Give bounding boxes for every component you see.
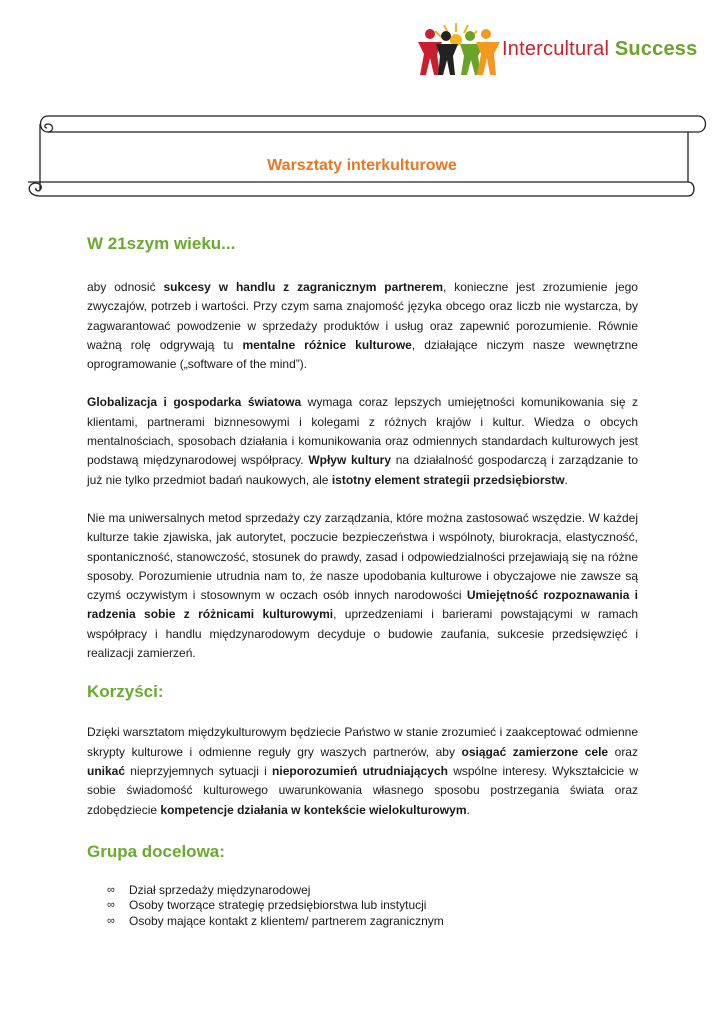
list-item: ∞ Dział sprzedaży międzynarodowej: [107, 882, 311, 897]
body-text: nieprzyjemnych sytuacji i: [125, 763, 273, 778]
section-heading-target-group: Grupa docelowa:: [87, 841, 225, 861]
emphasized-text: sukcesy w handlu z zagranicznym partnerem: [163, 280, 443, 294]
logo-word-success: Success: [614, 38, 698, 60]
document-body: [87, 234, 638, 929]
infinity-bullet-icon: ∞: [107, 883, 115, 896]
emphasized-text: Wpływ kultury: [308, 453, 392, 468]
emphasized-text: kompetencje działania w kontekście wielokulturowym: [160, 802, 467, 817]
logo-wordmark: [502, 38, 697, 61]
logo-word-intercultural: Intercultural: [502, 38, 610, 60]
list-item: ∞ Osoby tworzące strategię przedsiębiorstwa lub instytucji: [107, 898, 427, 913]
body-text: , uprzedzeniami i barierami powstającymi w ramach współpracy i handlu międzynarodowym decyduje o budowie zaufania, sukcesie przedsięwzięć i realizacji zamierzeń.: [87, 607, 638, 661]
body-text: Nie ma uniwersalnych metod sprzedaży czy zarządzania, które można zastosować wszędzie. W każdej kulturze takie zjawiska, jak autorytet, poczucie bezpieczeństwa i wspólnoty, biurokracja, elastyczność, spontaniczność, stanowczość, stosunek do prawdy, zasad i odpowiedzialności przejawiają się na różne sposoby. Porozumienie utrudnia nam to, że nasze upodobania kulturowe i obyczajowe nie zawsze są czymś oczywistym i stosownym w oczach osób innych narodowości: [87, 510, 638, 603]
emphasized-text: istotny element strategii przedsiębiorstw: [331, 472, 565, 487]
section-heading-21st-century: W 21szym wieku...: [87, 234, 236, 253]
target-group-list: [87, 883, 638, 930]
paragraph-globalization: [87, 393, 638, 489]
body-text: na działalność gospodarczą i zarządzanie to już nie tylko przedmiot badań naukowych, ale: [87, 453, 639, 487]
emphasized-text: osiągać zamierzone cele: [461, 744, 609, 759]
paragraph-no-universal-methods: [87, 509, 638, 663]
logo-figures-icon: [410, 20, 502, 80]
body-text: oraz: [608, 744, 638, 759]
body-text: Dzięki warsztatom międzykulturowym będziecie Państwo w stanie zrozumieć i zaakceptować odmienne skrypty kulturowe i odmienne reguły gry waszych partnerów, aby: [87, 725, 638, 759]
body-text: wymaga coraz lepszych umiejętności komunikowania się z klientami, partnerami biznnesowymi i kolegami z różnych krajów i kultur. Wiedza o obcych mentalnościach, sposobach działania i komunikowania oraz odmiennych standardach kulturowych jest podstawą międzynarodowej współpracy.: [87, 395, 638, 468]
body-text: , konieczne jest zrozumienie jego zwyczajów, potrzeb i wartości. Przy czym sama znajomość języka obcego oraz liczb nie wystarcza, by zagwarantować powodzenie w sprzedaży produktów i usług oraz zapewnić porozumienie. Równie ważną rolę odgrywają tu: [87, 280, 638, 352]
emphasized-text: unikać: [87, 763, 126, 778]
emphasized-text: mentalne różnice kulturowe: [242, 337, 412, 352]
body-text: aby odnosić: [87, 280, 164, 294]
body-text: .: [564, 472, 568, 487]
emphasized-text: nieporozumień utrudniających: [272, 763, 448, 778]
body-text: , działające niczym nasze wewnętrzne oprogramowanie („software of the mind”).: [87, 337, 638, 372]
paragraph-intro: [87, 278, 638, 374]
emphasized-text: Globalizacja i gospodarka światowa: [87, 395, 302, 410]
list-item: ∞ Osoby mające kontakt z klientem/ partnerem zagranicznym: [107, 913, 444, 928]
paragraph-benefits: [87, 723, 638, 819]
intercultural-success-logo: [410, 20, 700, 80]
body-text: wspólne interesy. Wykształcicie w sobie świadomość kulturowego uwarunkowania własnego sposobu postrzegania świata oraz zdobędziecie: [87, 763, 638, 817]
infinity-bullet-icon: ∞: [107, 914, 115, 927]
emphasized-text: Umiejętność rozpoznawania i radzenia sobie z różnicami kulturowymi: [87, 588, 638, 622]
infinity-bullet-icon: ∞: [107, 899, 115, 912]
banner-title: Warsztaty interkulturowe: [267, 157, 457, 174]
body-text: .: [466, 802, 470, 817]
section-heading-benefits: Korzyści:: [87, 682, 164, 702]
